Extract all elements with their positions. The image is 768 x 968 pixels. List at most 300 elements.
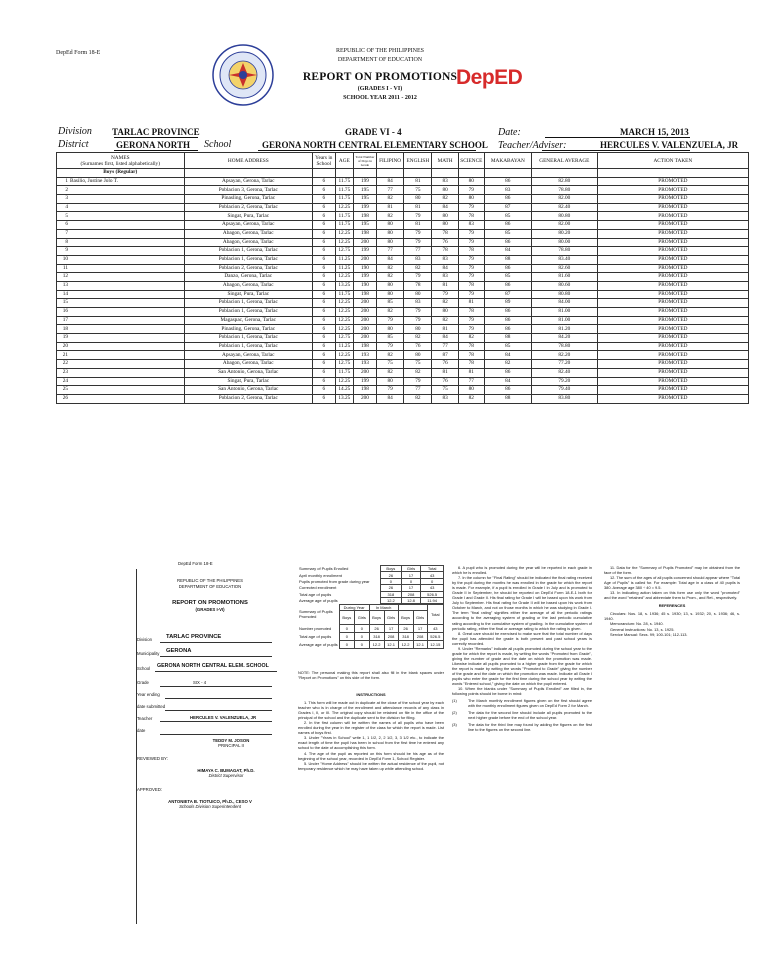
cell-name bbox=[57, 325, 185, 334]
instruction-paragraph: 3. Under "Years in School" write 1, 1 1/2, 2, 2 1/2, 3, 3 1/2 etc., to indicate the exact length of time the pupil has been in school from the first time he entered any school to the date of accomplishing this form. bbox=[298, 735, 444, 751]
group-label: Boys (Regular) bbox=[57, 169, 185, 178]
cell-math: 80 bbox=[432, 212, 459, 221]
cell-years: 6 bbox=[313, 368, 336, 377]
date-value: MARCH 15, 2013 bbox=[620, 127, 689, 137]
cell-fil: 79 bbox=[376, 316, 404, 325]
cell-address: Poblacion 1, Gerona, Tarlac bbox=[184, 299, 313, 308]
instruction-paragraph: 8. Great care should be exercised to make sure that the total number of days the pupil has attended the grade is both present and past school years is correctly recorded. bbox=[452, 630, 592, 646]
deped-seal-icon bbox=[212, 44, 274, 106]
table-row bbox=[57, 334, 749, 343]
cell-address: Danzo, Gerona, Tarlac bbox=[184, 273, 313, 282]
grade-value: GRADE VI - 4 bbox=[345, 127, 402, 137]
p2-division: TARLAC PROVINCE bbox=[166, 634, 222, 640]
cell-eng: 81 bbox=[404, 221, 432, 230]
cell-eng: 83 bbox=[404, 255, 432, 264]
deped-logo-text: DepED bbox=[456, 66, 523, 89]
col-makabayan: MAKABAYAN bbox=[484, 153, 531, 169]
summary-row: Average age of pupils 0 0 12.2 12.1 12.2 12.1 12.15 bbox=[298, 641, 444, 649]
table-row bbox=[57, 221, 749, 230]
cell-age: 12.25 bbox=[335, 203, 354, 212]
cell-name bbox=[57, 386, 185, 395]
cell-avg: 82.00 bbox=[531, 195, 597, 204]
p2-republic: REPUBLIC OF THE PHILIPPINES bbox=[176, 578, 244, 583]
deped-logo bbox=[456, 66, 526, 92]
instruction-paragraph: 12. The sum of the ages of all pupils concerned should appear where "Total Age of Pupils" is called for. For example: Total age in a class of 40 pupils is 380. Average age 380 ÷ 40 = 9.5. bbox=[604, 575, 740, 591]
summary-row: Average age of pupils 12.2 12.8 11.94 bbox=[298, 597, 444, 603]
instruction-paragraph: 10. When the blanks under "Summary of Pupils Enrolled" are filled in, the following points should be borne in mind: bbox=[452, 686, 592, 697]
cell-years: 6 bbox=[313, 238, 336, 247]
teacher-label: Teacher/Adviser: bbox=[498, 140, 567, 151]
col-filipino: FILIPINO bbox=[376, 153, 404, 169]
instruction-paragraph: 6. A pupil who is promoted during the year will be reported in each grade in which he is enrolled. bbox=[452, 565, 592, 576]
cell-age: 12.25 bbox=[335, 325, 354, 334]
p2-municipality-label: Municipality bbox=[137, 651, 160, 656]
cell-years: 6 bbox=[313, 177, 336, 186]
summary-row: Corrected enrollment 26 17 43 bbox=[298, 585, 444, 591]
cell-days: 195 bbox=[354, 221, 377, 230]
cell-age: 14.25 bbox=[335, 386, 354, 395]
table-row bbox=[57, 195, 749, 204]
district-label: District bbox=[58, 139, 89, 150]
cell-avg: 84.00 bbox=[531, 299, 597, 308]
row-number: 23 bbox=[62, 368, 68, 375]
cell-sci: 79 bbox=[458, 238, 484, 247]
cell-days: 199 bbox=[354, 273, 377, 282]
cell-years: 6 bbox=[313, 203, 336, 212]
department-label: DEPARTMENT OF EDUCATION bbox=[337, 57, 423, 63]
cell-eng: 82 bbox=[404, 264, 432, 273]
cell-sci: 78 bbox=[458, 351, 484, 360]
cell-years: 6 bbox=[313, 273, 336, 282]
group-row bbox=[57, 169, 749, 178]
cell-fil: 80 bbox=[376, 221, 404, 230]
cell-eng: 80 bbox=[404, 351, 432, 360]
cell-fil: 80 bbox=[376, 325, 404, 334]
cell-eng: 80 bbox=[404, 290, 432, 299]
cell-eng: 81 bbox=[404, 177, 432, 186]
cell-avg: 78.80 bbox=[531, 247, 597, 256]
cell-action: PROMOTED bbox=[597, 299, 748, 308]
cell-avg: 84.20 bbox=[531, 334, 597, 343]
cell-days: 200 bbox=[354, 316, 377, 325]
cell-address: Poblacion 1, Gerona, Tarlac bbox=[184, 334, 313, 343]
cell-action: PROMOTED bbox=[597, 273, 748, 282]
instruction-paragraph: 5. Under "Home Address" should be written the actual residence of the pupil, not temporary residence which he may have taken up while attending school. bbox=[298, 760, 444, 771]
cell-sci: 80 bbox=[458, 177, 484, 186]
cell-address: Singat, Pura, Tarlac bbox=[184, 377, 313, 386]
cell-mak: 86 bbox=[484, 264, 531, 273]
cell-eng: 79 bbox=[404, 212, 432, 221]
date-label: Date: bbox=[498, 127, 521, 138]
cell-action: PROMOTED bbox=[597, 203, 748, 212]
table-row bbox=[57, 386, 749, 395]
table-row bbox=[57, 255, 749, 264]
cell-avg: 82.80 bbox=[531, 177, 597, 186]
cell-math: 78 bbox=[432, 229, 459, 238]
cell-address: Pinasling, Gerona, Tarlac bbox=[184, 325, 313, 334]
p2-teacher-label: Teacher bbox=[137, 716, 153, 721]
cell-math: 81 bbox=[432, 325, 459, 334]
summary-enrolled-title: Summary of Pupils Enrolled bbox=[299, 566, 349, 572]
cell-address: Abagon, Gerona, Tarlac bbox=[184, 238, 313, 247]
instruction-paragraph: General Instructions: No. 13, s. 1925. bbox=[610, 626, 675, 632]
cell-age: 12.25 bbox=[335, 238, 354, 247]
cell-action: PROMOTED bbox=[597, 342, 748, 351]
cell-address: Poblacion 1, Gerona, Tarlac bbox=[184, 247, 313, 256]
cell-math: 83 bbox=[432, 273, 459, 282]
cell-name bbox=[57, 281, 185, 290]
form-number: DepEd Form 18-E bbox=[56, 50, 101, 56]
cell-math: 83 bbox=[432, 177, 459, 186]
cell-fil: 80 bbox=[376, 229, 404, 238]
summary-row: Total age of pupils 318 208 526.5 bbox=[298, 591, 444, 597]
p2-school-label: School bbox=[137, 666, 151, 671]
row-number: 16 bbox=[62, 308, 68, 315]
table-row bbox=[57, 308, 749, 317]
republic-label: REPUBLIC OF THE PHILIPPINES bbox=[335, 48, 425, 54]
cell-eng: 78 bbox=[404, 281, 432, 290]
cell-address: Poblacion 2, Gerona, Tarlac bbox=[184, 264, 313, 273]
cell-age: 12.75 bbox=[335, 360, 354, 369]
cell-math: 82 bbox=[432, 316, 459, 325]
cell-mak: 89 bbox=[484, 299, 531, 308]
cell-years: 6 bbox=[313, 351, 336, 360]
cell-math: 80 bbox=[432, 186, 459, 195]
cell-sci: 78 bbox=[458, 281, 484, 290]
cell-age: 11.75 bbox=[335, 212, 354, 221]
cell-name bbox=[57, 377, 185, 386]
cell-address: Pinasling, Gerona, Tarlac bbox=[184, 195, 313, 204]
p2-form-number: DepEd Form 18-E bbox=[178, 561, 213, 566]
col-names: NAMES (Surnames first, listed alphabetically) bbox=[57, 153, 185, 169]
cell-eng: 75 bbox=[404, 360, 432, 369]
instruction-paragraph: 13. In indicating action taken on this form use only the word "promoted" and the word "retained" and abbreviate them to Prom., and Ret., respectively. bbox=[604, 590, 740, 601]
cell-name bbox=[57, 308, 185, 317]
grades-label: (GRADES I - VI) bbox=[357, 86, 403, 92]
cell-address: Poblacion 3, Gerona, Tarlac bbox=[184, 186, 313, 195]
instruction-paragraph: Memorandum: No. 28, s. 1940. bbox=[610, 621, 664, 627]
cell-action: PROMOTED bbox=[597, 247, 748, 256]
cell-sci: 83 bbox=[458, 221, 484, 230]
cell-eng: 79 bbox=[404, 229, 432, 238]
cell-mak: 83 bbox=[484, 186, 531, 195]
cell-name bbox=[57, 177, 185, 186]
cell-math: 79 bbox=[432, 290, 459, 299]
cell-avg: 78.80 bbox=[531, 342, 597, 351]
cell-days: 190 bbox=[354, 281, 377, 290]
cell-avg: 83.80 bbox=[531, 394, 597, 403]
cell-age: 12.25 bbox=[335, 351, 354, 360]
cell-action: PROMOTED bbox=[597, 325, 748, 334]
row-number: 26 bbox=[62, 395, 68, 402]
cell-name bbox=[57, 360, 185, 369]
table-row bbox=[57, 177, 749, 186]
cell-sci: 81 bbox=[458, 299, 484, 308]
cell-sci: 79 bbox=[458, 203, 484, 212]
cell-mak: 88 bbox=[484, 255, 531, 264]
instructions-col-3 bbox=[604, 565, 740, 637]
p2-approved-label: APPROVED: bbox=[137, 787, 163, 792]
table-row bbox=[57, 264, 749, 273]
cell-avg: 80.60 bbox=[531, 281, 597, 290]
cell-math: 80 bbox=[432, 308, 459, 317]
cell-sci: 79 bbox=[458, 273, 484, 282]
p2-principal-title: PRINCIPAL II bbox=[218, 743, 244, 748]
cell-action: PROMOTED bbox=[597, 229, 748, 238]
cell-age: 11.75 bbox=[335, 368, 354, 377]
cell-sci: 80 bbox=[458, 386, 484, 395]
cell-mak: 82 bbox=[484, 360, 531, 369]
row-number: 2 bbox=[65, 186, 68, 193]
cell-eng: 76 bbox=[404, 342, 432, 351]
cell-address: Magaspac, Gerona, Tarlac bbox=[184, 316, 313, 325]
row-number: 10 bbox=[62, 256, 68, 263]
cell-days: 200 bbox=[354, 394, 377, 403]
cell-name bbox=[57, 264, 185, 273]
cell-mak: 84 bbox=[484, 247, 531, 256]
cell-avg: 77.20 bbox=[531, 360, 597, 369]
cell-fil: 84 bbox=[376, 177, 404, 186]
instructions-col-1 bbox=[298, 689, 444, 771]
cell-years: 6 bbox=[313, 377, 336, 386]
cell-mak: 85 bbox=[484, 229, 531, 238]
summary-row: April monthly enrollment 26 17 43 bbox=[298, 572, 444, 578]
cell-action: PROMOTED bbox=[597, 360, 748, 369]
cell-math: 81 bbox=[432, 281, 459, 290]
cell-address: Apsayan, Gerona, Tarlac bbox=[184, 221, 313, 230]
cell-name bbox=[57, 368, 185, 377]
row-number: 18 bbox=[62, 325, 68, 332]
cell-name bbox=[57, 221, 185, 230]
cell-name bbox=[57, 212, 185, 221]
cell-days: 193 bbox=[354, 360, 377, 369]
cell-address: Abagon, Gerona, Tarlac bbox=[184, 281, 313, 290]
cell-sci: 77 bbox=[458, 377, 484, 386]
cell-eng: 83 bbox=[404, 299, 432, 308]
p2-principal-name: TEDDY M. JOSON bbox=[212, 738, 250, 743]
cell-mak: 86 bbox=[484, 308, 531, 317]
cell-mak: 86 bbox=[484, 177, 531, 186]
instruction-paragraph: 11. Data for the "Summary of Pupils Promoted" may be obtained from the face of the form. bbox=[604, 565, 740, 576]
cell-action: PROMOTED bbox=[597, 281, 748, 290]
cell-action: PROMOTED bbox=[597, 221, 748, 230]
student-name: Basilio, Justine Jolo T. bbox=[70, 177, 118, 184]
row-number: 1 bbox=[65, 177, 68, 184]
table-row bbox=[57, 351, 749, 360]
cell-fil: 80 bbox=[376, 290, 404, 299]
cell-years: 6 bbox=[313, 386, 336, 395]
table-row bbox=[57, 377, 749, 386]
col-address: HOME ADDRESS bbox=[184, 153, 313, 169]
p2-date-label: date bbox=[137, 728, 146, 733]
cell-address: Poblacion 2, Gerona, Tarlac bbox=[184, 203, 313, 212]
cell-days: 200 bbox=[354, 334, 377, 343]
cell-mak: 87 bbox=[484, 290, 531, 299]
cell-mak: 86 bbox=[484, 386, 531, 395]
p2-title: REPORT ON PROMOTIONS bbox=[172, 600, 248, 606]
cell-days: 195 bbox=[354, 195, 377, 204]
cell-fil: 79 bbox=[376, 386, 404, 395]
cell-sci: 79 bbox=[458, 229, 484, 238]
cell-age: 11.75 bbox=[335, 290, 354, 299]
cell-sci: 80 bbox=[458, 195, 484, 204]
row-number: 11 bbox=[62, 264, 68, 271]
cell-years: 6 bbox=[313, 290, 336, 299]
row-number: 17 bbox=[62, 316, 68, 323]
cell-age: 13.25 bbox=[335, 281, 354, 290]
cell-fil: 79 bbox=[376, 342, 404, 351]
cell-action: PROMOTED bbox=[597, 177, 748, 186]
row-number: 3 bbox=[65, 195, 68, 202]
cell-age: 12.75 bbox=[335, 334, 354, 343]
row-number: 15 bbox=[62, 299, 68, 306]
instruction-paragraph: 7. In the column for "Final Rating" should be indicated the final rating received by the pupil during the months he was enrolled in the grade for which the report is made. For example, if a pupil is enrolled in Grade I in July and is promoted to Grade II in September, he should be reported on DepEd Form 18-E-1 both for Grade I and Grade II. His final rating for Grade I will be based upon his work from July to September. His final rating for Grade II will be based upon his work from October to March, and not on those months in which he was studying in Grade I. The term "final rating" signifies either the average of all the periodic ratings according to the averaging system of grading or the last periodic cumulative rating according to the cumulative system of grading. In the cumulative system of periodic rating, either the final or average rating to which the rating is given. bbox=[452, 575, 592, 631]
cell-fil: 80 bbox=[376, 238, 404, 247]
cell-action: PROMOTED bbox=[597, 290, 748, 299]
cell-avg: 82.00 bbox=[531, 221, 597, 230]
cell-age: 12.25 bbox=[335, 299, 354, 308]
table-row bbox=[57, 238, 749, 247]
cell-avg: 81.60 bbox=[531, 273, 597, 282]
cell-eng: 79 bbox=[404, 377, 432, 386]
cell-fil: 80 bbox=[376, 281, 404, 290]
cell-days: 199 bbox=[354, 247, 377, 256]
cell-years: 6 bbox=[313, 229, 336, 238]
cell-mak: 84 bbox=[484, 351, 531, 360]
cell-name bbox=[57, 238, 185, 247]
summary-row: Number promoted 0 0 26 17 26 17 43 bbox=[298, 625, 444, 633]
cell-name bbox=[57, 186, 185, 195]
p2-note: NOTE: The personal making this report shall also fill in the blank spaces under "Report on Promotions" on this side of the form. bbox=[298, 670, 444, 681]
p2-reviewed-label: REVIEWED BY: bbox=[137, 756, 168, 761]
cell-mak: 86 bbox=[484, 281, 531, 290]
cell-address: Poblacion 1, Gerona, Tarlac bbox=[184, 255, 313, 264]
cell-fil: 77 bbox=[376, 186, 404, 195]
cell-days: 198 bbox=[354, 229, 377, 238]
cell-avg: 80.80 bbox=[531, 212, 597, 221]
col-science: SCIENCE bbox=[458, 153, 484, 169]
cell-days: 199 bbox=[354, 377, 377, 386]
row-number: 19 bbox=[62, 334, 68, 341]
cell-sci: 79 bbox=[458, 316, 484, 325]
cell-fil: 82 bbox=[376, 273, 404, 282]
cell-eng: 82 bbox=[404, 334, 432, 343]
cell-address: Abagon, Gerona, Tarlac bbox=[184, 360, 313, 369]
school-value: GERONA NORTH CENTRAL ELEMENTARY SCHOOL bbox=[262, 140, 488, 150]
cell-address: Poblacion 2, Gerona, Tarlac bbox=[184, 394, 313, 403]
cell-math: 84 bbox=[432, 334, 459, 343]
p2-school: GERONA NORTH CENTRAL ELEM. SCHOOL bbox=[157, 663, 269, 669]
cell-name bbox=[57, 273, 185, 282]
cell-days: 200 bbox=[354, 299, 377, 308]
cell-years: 6 bbox=[313, 334, 336, 343]
p2-approver-name: ANTONIETA B. TIOTUICO, Ph.D., CESO V bbox=[168, 799, 252, 804]
cell-eng: 82 bbox=[404, 394, 432, 403]
instruction-paragraph: 2. In the first column will be written the names of all pupils who have been enrolled during the year in the register of the class for which the report is made. List names of boys first. bbox=[298, 720, 444, 736]
row-number: 25 bbox=[62, 386, 68, 393]
table-row bbox=[57, 203, 749, 212]
cell-action: PROMOTED bbox=[597, 308, 748, 317]
table-row bbox=[57, 281, 749, 290]
cell-name bbox=[57, 255, 185, 264]
instruction-paragraph: 4. The age of the pupil as reported on this form should be his age as of the beginning of the school year, recorded in DepEd Form 1, School Register. bbox=[298, 750, 444, 761]
cell-mak: 85 bbox=[484, 342, 531, 351]
cell-mak: 87 bbox=[484, 203, 531, 212]
instructions-col-2 bbox=[452, 565, 592, 735]
p2-approver-title: Schools Division Superintendent bbox=[179, 804, 241, 809]
cell-math: 82 bbox=[432, 299, 459, 308]
cell-action: PROMOTED bbox=[597, 368, 748, 377]
table-row bbox=[57, 247, 749, 256]
cell-fil: 85 bbox=[376, 299, 404, 308]
cell-days: 200 bbox=[354, 325, 377, 334]
cell-address: Singat, Pura, Tarlac bbox=[184, 212, 313, 221]
cell-days: 200 bbox=[354, 238, 377, 247]
division-label: Division bbox=[58, 126, 92, 137]
cell-action: PROMOTED bbox=[597, 212, 748, 221]
cell-mak: 88 bbox=[484, 334, 531, 343]
instructions-title: INSTRUCTIONS bbox=[356, 692, 386, 697]
cell-sci: 79 bbox=[458, 255, 484, 264]
summary-row: Total age of pupils 0 0 318 208 318 208 526.5 bbox=[298, 633, 444, 641]
p2-year-ending-label: Year ending bbox=[137, 692, 160, 697]
cell-math: 75 bbox=[432, 386, 459, 395]
cell-years: 6 bbox=[313, 316, 336, 325]
cell-name bbox=[57, 334, 185, 343]
cell-age: 12.75 bbox=[335, 247, 354, 256]
cell-sci: 78 bbox=[458, 308, 484, 317]
cell-avg: 82.40 bbox=[531, 368, 597, 377]
row-number: 9 bbox=[65, 247, 68, 254]
cell-avg: 80.80 bbox=[531, 290, 597, 299]
cell-days: 199 bbox=[354, 203, 377, 212]
p2-grade-label: Grade bbox=[137, 680, 149, 685]
table-row bbox=[57, 186, 749, 195]
row-number: 8 bbox=[65, 238, 68, 245]
cell-avg: 82.60 bbox=[531, 264, 597, 273]
p2-grade: SIX - 4 bbox=[193, 680, 207, 685]
school-year-label: SCHOOL YEAR 2011 - 2012 bbox=[343, 95, 417, 101]
references-title: REFERENCES bbox=[658, 603, 686, 609]
table-row bbox=[57, 229, 749, 238]
cell-sci: 79 bbox=[458, 264, 484, 273]
cell-years: 6 bbox=[313, 221, 336, 230]
p2-date-submitted-label: date submitted bbox=[137, 704, 166, 709]
cell-fil: 84 bbox=[376, 394, 404, 403]
summary-promoted-title: Summary of Pupils Promoted bbox=[299, 609, 333, 619]
cell-years: 6 bbox=[313, 212, 336, 221]
cell-fil: 82 bbox=[376, 264, 404, 273]
cell-age: 13.25 bbox=[335, 394, 354, 403]
cell-years: 6 bbox=[313, 342, 336, 351]
cell-years: 6 bbox=[313, 299, 336, 308]
cell-fil: 82 bbox=[376, 212, 404, 221]
cell-fil: 82 bbox=[376, 368, 404, 377]
cell-name bbox=[57, 247, 185, 256]
cell-address: San Antonio, Gerona, Tarlac bbox=[184, 368, 313, 377]
cell-years: 6 bbox=[313, 281, 336, 290]
cell-name bbox=[57, 290, 185, 299]
cell-eng: 79 bbox=[404, 308, 432, 317]
col-days: Total Number of Days in Grade bbox=[355, 154, 375, 167]
col-general-average: GENERAL AVERAGE bbox=[531, 153, 597, 169]
cell-eng: 79 bbox=[404, 273, 432, 282]
cell-avg: 81.20 bbox=[531, 325, 597, 334]
cell-age: 11.75 bbox=[335, 186, 354, 195]
cell-sci: 79 bbox=[458, 325, 484, 334]
cell-years: 6 bbox=[313, 247, 336, 256]
cell-age: 11.25 bbox=[335, 342, 354, 351]
